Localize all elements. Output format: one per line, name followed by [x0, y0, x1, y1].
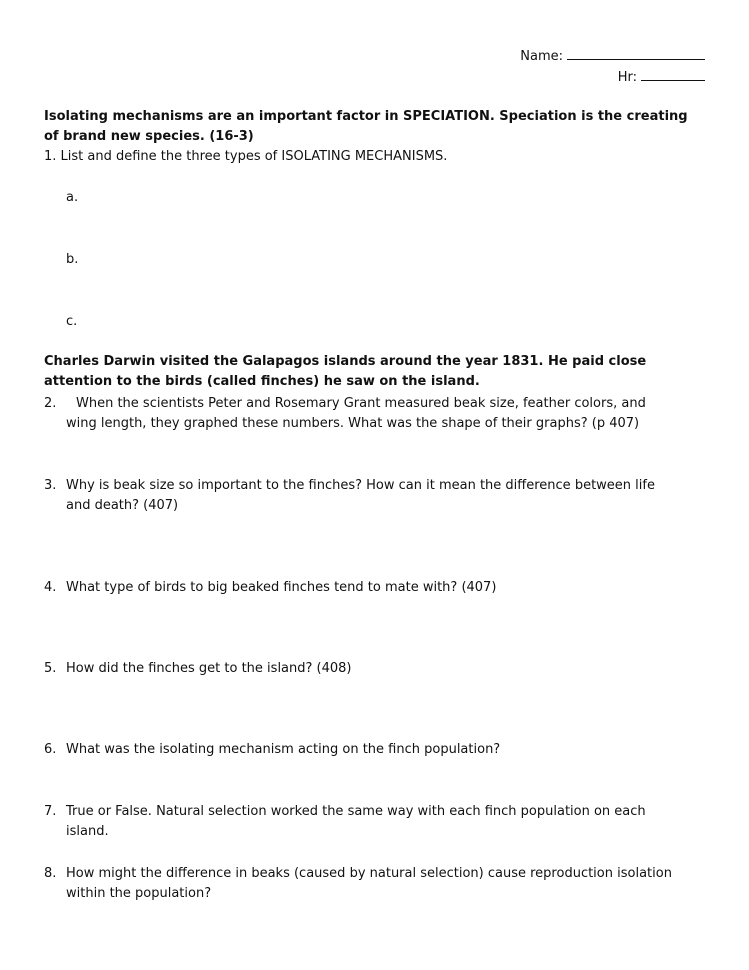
intro-line: Isolating mechanisms are an important factor in SPECIATION. Speciation is the creating	[44, 109, 688, 124]
question-8-line: How might the difference in beaks (caused by natural selection) cause reproduction isolation	[66, 866, 672, 881]
question-number: 3.	[44, 478, 57, 493]
question-number: 7.	[44, 804, 57, 819]
hr-label: Hr:	[617, 70, 637, 85]
question-5-line: How did the finches get to the island? (408)	[66, 661, 352, 676]
question-1: 1. List and define the three types of ISOLATING MECHANISMS.	[44, 149, 448, 164]
question-number: 6.	[44, 742, 57, 757]
darwin-line: attention to the birds (called finches) he saw on the island.	[44, 374, 480, 389]
question-2-line: When the scientists Peter and Rosemary Grant measured beak size, feather colors, and	[76, 396, 646, 411]
question-number: 4.	[44, 580, 57, 595]
question-3-line: Why is beak size so important to the finches? How can it mean the difference between life	[66, 478, 655, 493]
question-7-line: island.	[66, 824, 109, 839]
intro-line: of brand new species. (16-3)	[44, 129, 254, 144]
question-number: 2.	[44, 396, 57, 411]
question-6-line: What was the isolating mechanism acting on the finch population?	[66, 742, 501, 757]
question-3-line: and death? (407)	[66, 498, 179, 513]
hr-field	[618, 66, 705, 88]
darwin-line: Charles Darwin visited the Galapagos islands around the year 1831. He paid close	[44, 354, 647, 369]
hr-blank[interactable]	[641, 66, 705, 81]
question-number: 8.	[44, 866, 57, 881]
question-2-line: wing length, they graphed these numbers. What was the shape of their graphs? (p 407)	[66, 416, 640, 431]
part-a: a.	[66, 190, 79, 205]
part-c: c.	[66, 314, 78, 329]
name-blank[interactable]	[567, 45, 705, 60]
part-b: b.	[66, 252, 79, 267]
name-field	[520, 45, 705, 67]
question-4-line: What type of birds to big beaked finches tend to mate with? (407)	[66, 580, 497, 595]
name-label: Name:	[520, 49, 563, 64]
question-7-line: True or False. Natural selection worked the same way with each finch population on each	[66, 804, 646, 819]
question-number: 5.	[44, 661, 57, 676]
question-8-line: within the population?	[66, 886, 212, 901]
